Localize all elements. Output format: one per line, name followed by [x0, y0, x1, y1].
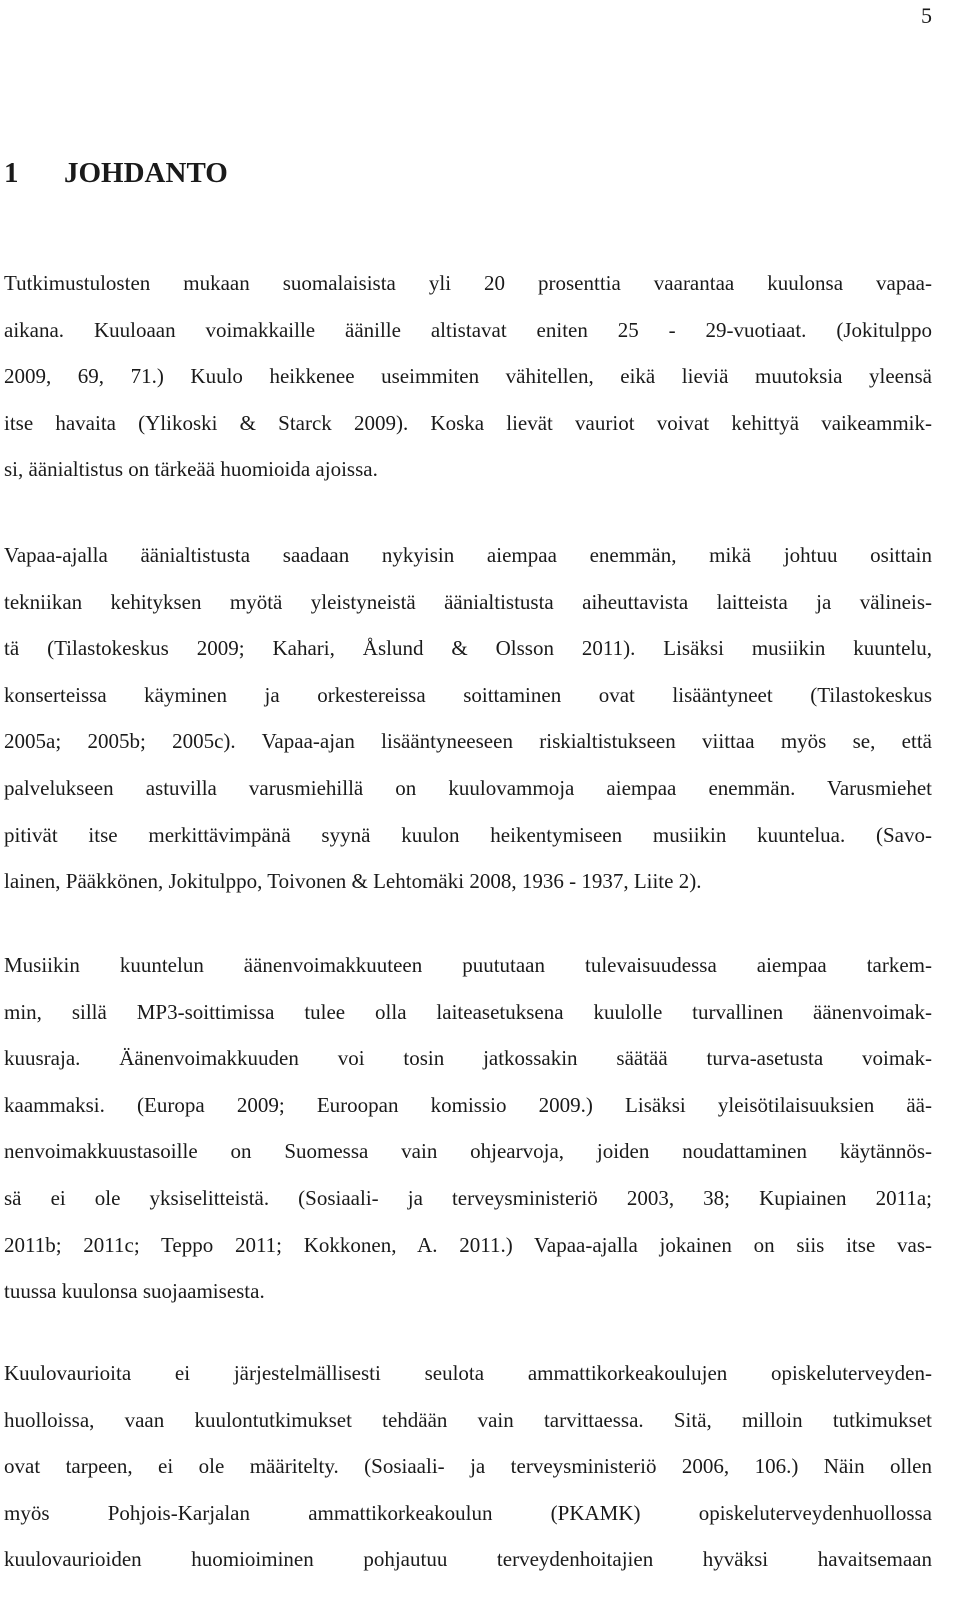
text-line: palvelukseen astuvilla varusmiehillä on kuulovammoja aiempaa enemmän. Varusmiehet — [4, 775, 932, 800]
chapter-heading — [4, 154, 228, 192]
text-line: pitivät itse merkittävimpänä syynä kuulon heikentymiseen musiikin kuuntelua. (Savo- — [4, 822, 932, 847]
text-line: Kuulovaurioita ei järjestelmällisesti seulota ammattikorkeakoulujen opiskeluterveyden- — [4, 1361, 932, 1385]
text-line: Tutkimustulosten mukaan suomalaisista yli 20 prosenttia vaarantaa kuulonsa vapaa- — [4, 271, 932, 295]
text-line: myös Pohjois-Karjalan ammattikorkeakoulun (PKAMK) opiskeluterveydenhuollossa — [4, 1500, 932, 1525]
text-line: konserteissa käyminen ja orkestereissa soittaminen ovat lisääntyneet (Tilastokeskus — [4, 682, 932, 707]
text-line: min, sillä MP3-soittimissa tulee olla laiteasetuksena kuulolle turvallinen äänenvoimak- — [4, 999, 932, 1024]
text-line: Vapaa-ajalla äänialtistusta saadaan nykyisin aiempaa enemmän, mikä johtuu osittain — [4, 543, 932, 567]
page-number: 5 — [921, 3, 932, 28]
paragraph-3 — [4, 942, 932, 1315]
text-line: kuulovaurioiden huomioiminen pohjautuu terveydenhoitajien hyväksi havaitsemaan — [4, 1547, 932, 1572]
paragraph-2 — [4, 532, 932, 905]
text-line: 2011b; 2011c; Teppo 2011; Kokkonen, A. 2011.) Vapaa-ajalla jokainen on siis itse vas- — [4, 1232, 932, 1257]
text-line: tuussa kuulonsa suojaamisesta. — [4, 1279, 265, 1304]
text-line: ovat tarpeen, ei ole määritelty. (Sosiaali- ja terveysministeriö 2006, 106.) Näin ollen — [4, 1454, 932, 1479]
text-line: aikana. Kuuloaan voimakkaille äänille altistavat eniten 25 - 29-vuotiaat. (Jokitulppo — [4, 317, 932, 342]
chapter-title: JOHDANTO — [64, 157, 228, 189]
text-line: kaammaksi. (Europa 2009; Euroopan komissio 2009.) Lisäksi yleisötilaisuuksien ää- — [4, 1092, 932, 1117]
paragraph-1 — [4, 260, 932, 493]
text-line: sä ei ole yksiselitteistä. (Sosiaali- ja terveysministeriö 2003, 38; Kupiainen 2011a; — [4, 1185, 932, 1210]
chapter-number: 1 — [4, 157, 19, 189]
text-line: Musiikin kuuntelun äänenvoimakkuuteen puututaan tulevaisuudessa aiempaa tarkem- — [4, 953, 932, 977]
text-line: lainen, Pääkkönen, Jokitulppo, Toivonen & Lehtomäki 2008, 1936 - 1937, Liite 2). — [4, 869, 702, 894]
text-line: huolloissa, vaan kuulontutkimukset tehdään vain tarvittaessa. Sitä, milloin tutkimukset — [4, 1407, 932, 1432]
text-line: kuusraja. Äänenvoimakkuuden voi tosin jatkossakin säätää turva-asetusta voimak- — [4, 1046, 932, 1071]
paragraph-4 — [4, 1350, 932, 1583]
text-line: nenvoimakkuustasoille on Suomessa vain ohjearvoja, joiden noudattaminen käytännös- — [4, 1139, 932, 1164]
text-line: tekniikan kehityksen myötä yleistyneistä äänialtistusta aiheuttavista laitteista ja välineis- — [4, 589, 932, 614]
text-line: si, äänialtistus on tärkeää huomioida ajoissa. — [4, 457, 378, 482]
text-line: tä (Tilastokeskus 2009; Kahari, Åslund & Olsson 2011). Lisäksi musiikin kuuntelu, — [4, 636, 932, 661]
text-line: itse havaita (Ylikoski & Starck 2009). Koska lievät vauriot voivat kehittyä vaikeammik- — [4, 410, 932, 435]
text-line: 2009, 69, 71.) Kuulo heikkenee useimmiten vähitellen, eikä lieviä muutoksia yleensä — [4, 364, 932, 389]
text-line: 2005a; 2005b; 2005c). Vapaa-ajan lisääntyneeseen riskialtistukseen viittaa myös se, että — [4, 729, 932, 754]
